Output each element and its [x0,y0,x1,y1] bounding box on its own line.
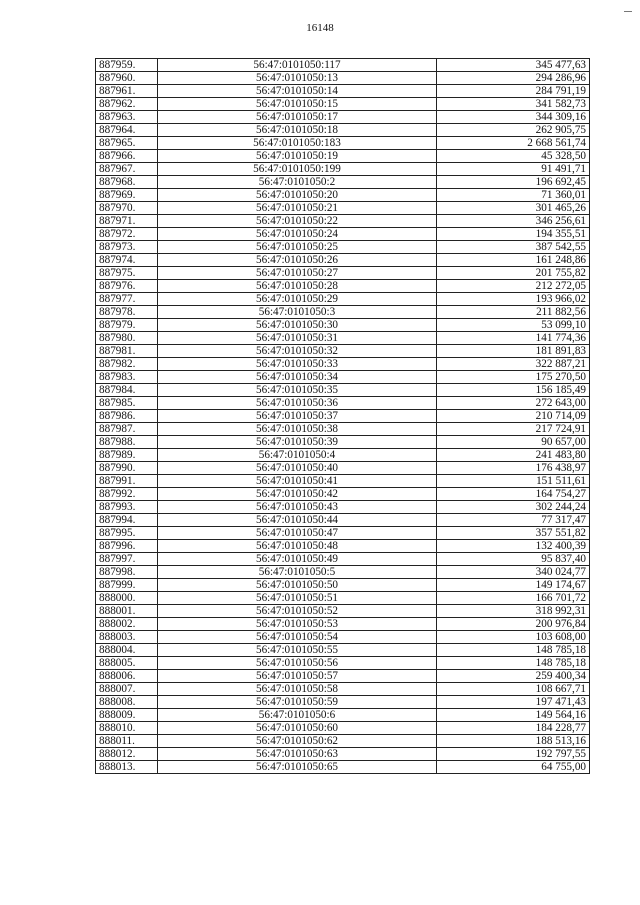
cadastral-number: 56:47:0101050:35 [158,384,437,397]
table-row [96,59,590,72]
cadastral-number: 56:47:0101050:56 [158,657,437,670]
row-number: 888002. [96,618,158,631]
row-number: 887973. [96,241,158,254]
row-number: 887970. [96,202,158,215]
cadastral-value: 2 668 561,74 [437,137,590,150]
row-number: 888000. [96,592,158,605]
table-row [96,189,590,202]
cadastral-number: 56:47:0101050:21 [158,202,437,215]
row-number: 887985. [96,397,158,410]
table-row [96,462,590,475]
row-number: 887963. [96,111,158,124]
table-body [96,59,590,774]
cadastral-value: 387 542,55 [437,241,590,254]
row-number: 887969. [96,189,158,202]
cadastral-number: 56:47:0101050:59 [158,696,437,709]
cadastral-number: 56:47:0101050:13 [158,72,437,85]
cadastral-value: 108 667,71 [437,683,590,696]
cadastral-number: 56:47:0101050:65 [158,761,437,774]
row-number: 887966. [96,150,158,163]
cadastral-value: 201 755,82 [437,267,590,280]
row-number: 887980. [96,332,158,345]
table-row [96,722,590,735]
cadastral-number: 56:47:0101050:14 [158,85,437,98]
row-number: 887959. [96,59,158,72]
cadastral-value: 151 511,61 [437,475,590,488]
cadastral-number: 56:47:0101050:42 [158,488,437,501]
row-number: 887990. [96,462,158,475]
table-row [96,150,590,163]
row-number: 887972. [96,228,158,241]
table-row [96,449,590,462]
scan-edge-mark [624,11,632,12]
cadastral-value: 262 905,75 [437,124,590,137]
cadastral-value: 197 471,43 [437,696,590,709]
cadastral-value: 302 244,24 [437,501,590,514]
cadastral-number: 56:47:0101050:52 [158,605,437,618]
cadastral-number: 56:47:0101050:117 [158,59,437,72]
table-row [96,761,590,774]
table-row [96,631,590,644]
cadastral-number: 56:47:0101050:29 [158,293,437,306]
row-number: 887967. [96,163,158,176]
cadastral-value: 259 400,34 [437,670,590,683]
cadastral-number: 56:47:0101050:44 [158,514,437,527]
cadastral-value: 272 643,00 [437,397,590,410]
cadastral-number: 56:47:0101050:37 [158,410,437,423]
table-row [96,475,590,488]
cadastral-value: 192 797,55 [437,748,590,761]
cadastral-value: 77 317,47 [437,514,590,527]
cadastral-value: 149 564,16 [437,709,590,722]
table-row [96,397,590,410]
table-row [96,280,590,293]
table-row [96,85,590,98]
row-number: 888013. [96,761,158,774]
row-number: 888001. [96,605,158,618]
cadastral-value-table [95,58,590,774]
cadastral-number: 56:47:0101050:28 [158,280,437,293]
cadastral-value: 200 976,84 [437,618,590,631]
row-number: 887994. [96,514,158,527]
cadastral-value: 181 891,83 [437,345,590,358]
table-row [96,358,590,371]
cadastral-number: 56:47:0101050:36 [158,397,437,410]
cadastral-value: 103 608,00 [437,631,590,644]
row-number: 888012. [96,748,158,761]
table-row [96,241,590,254]
table-row [96,553,590,566]
row-number: 887988. [96,436,158,449]
cadastral-value: 91 491,71 [437,163,590,176]
cadastral-number: 56:47:0101050:55 [158,644,437,657]
cadastral-number: 56:47:0101050:199 [158,163,437,176]
cadastral-value: 344 309,16 [437,111,590,124]
cadastral-number: 56:47:0101050:27 [158,267,437,280]
table-row [96,228,590,241]
table-row [96,488,590,501]
cadastral-number: 56:47:0101050:51 [158,592,437,605]
cadastral-value: 241 483,80 [437,449,590,462]
cadastral-value: 346 256,61 [437,215,590,228]
cadastral-number: 56:47:0101050:33 [158,358,437,371]
row-number: 887961. [96,85,158,98]
cadastral-number: 56:47:0101050:20 [158,189,437,202]
row-number: 888005. [96,657,158,670]
cadastral-value: 322 887,21 [437,358,590,371]
cadastral-value: 341 582,73 [437,98,590,111]
cadastral-value: 196 692,45 [437,176,590,189]
cadastral-value: 357 551,82 [437,527,590,540]
cadastral-value: 301 465,26 [437,202,590,215]
cadastral-value: 148 785,18 [437,657,590,670]
cadastral-value: 217 724,91 [437,423,590,436]
row-number: 887999. [96,579,158,592]
table-row [96,98,590,111]
cadastral-value: 340 024,77 [437,566,590,579]
row-number: 887986. [96,410,158,423]
cadastral-number: 56:47:0101050:50 [158,579,437,592]
cadastral-number: 56:47:0101050:26 [158,254,437,267]
cadastral-number: 56:47:0101050:32 [158,345,437,358]
cadastral-value: 318 992,31 [437,605,590,618]
cadastral-value: 166 701,72 [437,592,590,605]
table-row [96,137,590,150]
cadastral-number: 56:47:0101050:19 [158,150,437,163]
cadastral-value: 194 355,51 [437,228,590,241]
row-number: 887992. [96,488,158,501]
cadastral-number: 56:47:0101050:183 [158,137,437,150]
row-number: 887984. [96,384,158,397]
row-number: 887978. [96,306,158,319]
cadastral-number: 56:47:0101050:25 [158,241,437,254]
cadastral-number: 56:47:0101050:62 [158,735,437,748]
cadastral-number: 56:47:0101050:2 [158,176,437,189]
table-row [96,332,590,345]
table-row [96,540,590,553]
row-number: 888006. [96,670,158,683]
row-number: 887976. [96,280,158,293]
cadastral-number: 56:47:0101050:5 [158,566,437,579]
cadastral-number: 56:47:0101050:57 [158,670,437,683]
table-row [96,384,590,397]
row-number: 887983. [96,371,158,384]
cadastral-number: 56:47:0101050:4 [158,449,437,462]
cadastral-value: 210 714,09 [437,410,590,423]
cadastral-value: 188 513,16 [437,735,590,748]
cadastral-number: 56:47:0101050:47 [158,527,437,540]
cadastral-number: 56:47:0101050:30 [158,319,437,332]
cadastral-value: 141 774,36 [437,332,590,345]
table-row [96,527,590,540]
row-number: 887998. [96,566,158,579]
cadastral-value: 64 755,00 [437,761,590,774]
cadastral-value: 184 228,77 [437,722,590,735]
table-row [96,514,590,527]
cadastral-number: 56:47:0101050:17 [158,111,437,124]
row-number: 887977. [96,293,158,306]
cadastral-value: 212 272,05 [437,280,590,293]
row-number: 887962. [96,98,158,111]
cadastral-value: 90 657,00 [437,436,590,449]
table-row [96,319,590,332]
row-number: 887975. [96,267,158,280]
table-row [96,111,590,124]
row-number: 887968. [96,176,158,189]
table-row [96,501,590,514]
page-number: 16148 [306,22,334,34]
table-row [96,696,590,709]
cadastral-number: 56:47:0101050:54 [158,631,437,644]
table-row [96,410,590,423]
table-row [96,644,590,657]
table-row [96,683,590,696]
cadastral-number: 56:47:0101050:48 [158,540,437,553]
row-number: 888004. [96,644,158,657]
cadastral-number: 56:47:0101050:3 [158,306,437,319]
cadastral-value: 294 286,96 [437,72,590,85]
cadastral-number: 56:47:0101050:63 [158,748,437,761]
table-row [96,254,590,267]
cadastral-value: 345 477,63 [437,59,590,72]
cadastral-number: 56:47:0101050:53 [158,618,437,631]
cadastral-number: 56:47:0101050:40 [158,462,437,475]
cadastral-number: 56:47:0101050:58 [158,683,437,696]
table-row [96,735,590,748]
cadastral-number: 56:47:0101050:39 [158,436,437,449]
table-row [96,202,590,215]
table-row [96,267,590,280]
cadastral-value: 149 174,67 [437,579,590,592]
table-row [96,579,590,592]
row-number: 887995. [96,527,158,540]
row-number: 888003. [96,631,158,644]
table-row [96,72,590,85]
table-row [96,371,590,384]
cadastral-value: 53 099,10 [437,319,590,332]
cadastral-value: 132 400,39 [437,540,590,553]
cadastral-value: 164 754,27 [437,488,590,501]
table-row [96,293,590,306]
cadastral-value: 71 360,01 [437,189,590,202]
row-number: 887982. [96,358,158,371]
cadastral-value: 148 785,18 [437,644,590,657]
row-number: 887997. [96,553,158,566]
row-number: 887989. [96,449,158,462]
cadastral-value: 175 270,50 [437,371,590,384]
cadastral-number: 56:47:0101050:41 [158,475,437,488]
cadastral-value: 211 882,56 [437,306,590,319]
table-row [96,566,590,579]
cadastral-value: 284 791,19 [437,85,590,98]
table-row [96,605,590,618]
table-row [96,618,590,631]
cadastral-number: 56:47:0101050:22 [158,215,437,228]
row-number: 887987. [96,423,158,436]
row-number: 887971. [96,215,158,228]
row-number: 888011. [96,735,158,748]
cadastral-number: 56:47:0101050:43 [158,501,437,514]
row-number: 887993. [96,501,158,514]
row-number: 887981. [96,345,158,358]
row-number: 887965. [96,137,158,150]
table-row [96,423,590,436]
cadastral-number: 56:47:0101050:31 [158,332,437,345]
table-row [96,436,590,449]
row-number: 887960. [96,72,158,85]
cadastral-number: 56:47:0101050:34 [158,371,437,384]
row-number: 887996. [96,540,158,553]
table-row [96,124,590,137]
cadastral-number: 56:47:0101050:49 [158,553,437,566]
table-row [96,163,590,176]
cadastral-number: 56:47:0101050:15 [158,98,437,111]
cadastral-value: 156 185,49 [437,384,590,397]
cadastral-value: 95 837,40 [437,553,590,566]
table-row [96,345,590,358]
cadastral-number: 56:47:0101050:6 [158,709,437,722]
cadastral-value: 193 966,02 [437,293,590,306]
cadastral-number: 56:47:0101050:18 [158,124,437,137]
cadastral-value: 161 248,86 [437,254,590,267]
table-row [96,306,590,319]
table-row [96,748,590,761]
table-row [96,176,590,189]
cadastral-value: 176 438,97 [437,462,590,475]
cadastral-number: 56:47:0101050:24 [158,228,437,241]
table-row [96,670,590,683]
row-number: 887991. [96,475,158,488]
cadastral-value: 45 328,50 [437,150,590,163]
row-number: 888008. [96,696,158,709]
table-row [96,657,590,670]
row-number: 888010. [96,722,158,735]
row-number: 887974. [96,254,158,267]
row-number: 888009. [96,709,158,722]
cadastral-number: 56:47:0101050:38 [158,423,437,436]
row-number: 888007. [96,683,158,696]
table-row [96,215,590,228]
row-number: 887979. [96,319,158,332]
table-row [96,592,590,605]
cadastral-number: 56:47:0101050:60 [158,722,437,735]
table-row [96,709,590,722]
row-number: 887964. [96,124,158,137]
